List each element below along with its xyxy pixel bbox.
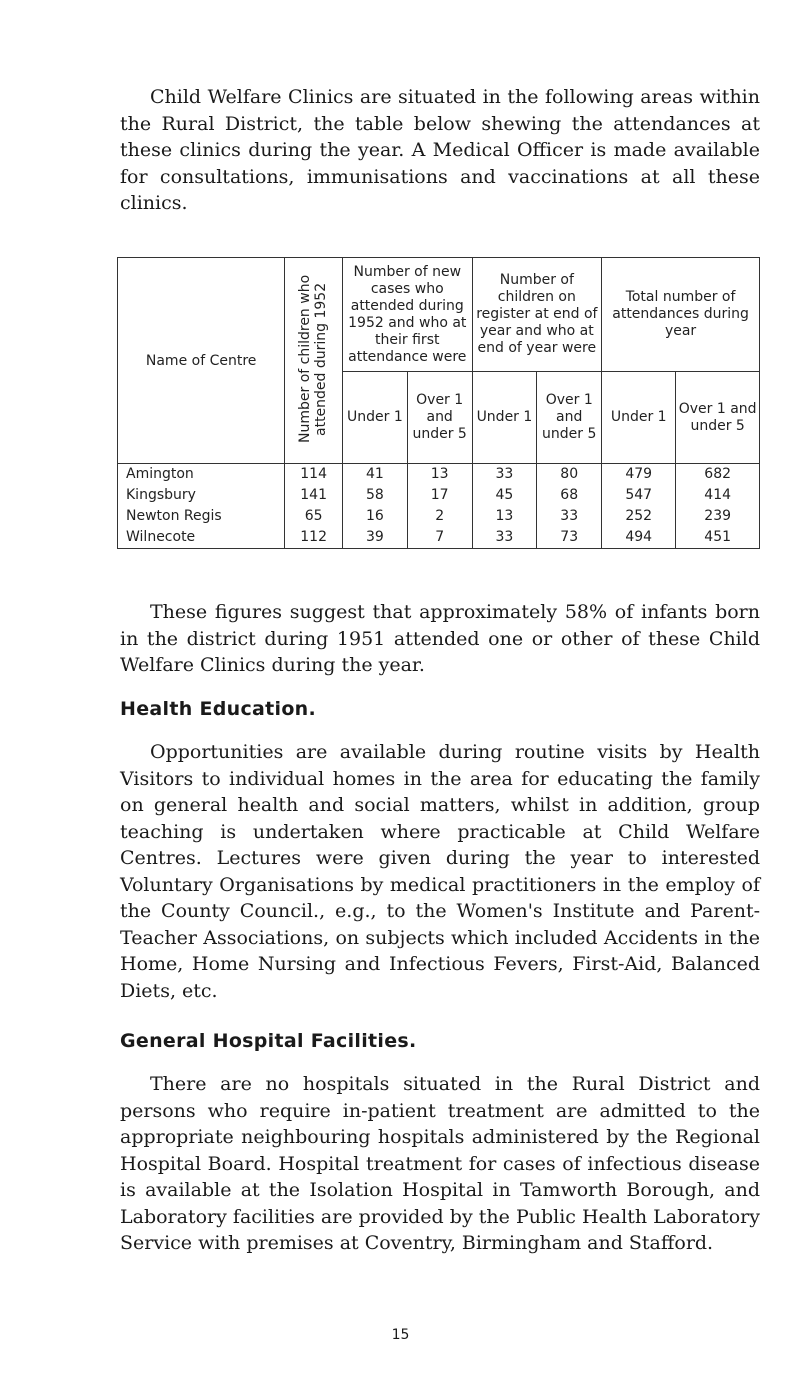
- new-under-1: 39: [342, 527, 407, 549]
- health-education-paragraph: [120, 739, 760, 1004]
- new-under-1: 41: [342, 464, 407, 486]
- register-over-1: 68: [537, 485, 602, 506]
- figures-paragraph: [120, 599, 760, 679]
- table-row: [118, 527, 760, 549]
- new-over-1: 2: [407, 506, 472, 527]
- register-under-1: 33: [472, 464, 537, 486]
- health-education-text: Opportunities are available during routine visits by Health Visitors to individual homes in the area for educating the family on general health and social matters, whilst in addition, group teaching is undertaken where practicable at Child Welfare Centres. Lectures were given during the year to interested Voluntary Organisations by medical practitioners in the employ of the County Council., e.g., to the Women's Institute and Parent-Teacher Associations, on subjects which included Accidents in the Home, Home Nursing and Infectious Fevers, First-Aid, Balanced Diets, etc.: [120, 741, 760, 1002]
- table-row: [118, 464, 760, 486]
- total-under-1: 252: [602, 506, 676, 527]
- subheader-under-1: Under 1: [602, 372, 676, 464]
- register-over-1: 80: [537, 464, 602, 486]
- subheader-over-1-under-5: Over 1 and under 5: [407, 372, 472, 464]
- clinic-attendance-table: [117, 257, 760, 549]
- total-over-1: 414: [676, 485, 760, 506]
- children-count: 65: [285, 506, 343, 527]
- register-over-1: 33: [537, 506, 602, 527]
- page-number: 15: [391, 1327, 410, 1343]
- header-children-attended-text: Number of children who attended during 1952: [296, 274, 329, 443]
- children-count: 141: [285, 485, 343, 506]
- intro-paragraph: [120, 84, 760, 217]
- subheader-over-1-under-5: Over 1 and under 5: [537, 372, 602, 464]
- total-under-1: 494: [602, 527, 676, 549]
- total-over-1: 682: [676, 464, 760, 486]
- centre-name: Kingsbury: [118, 485, 285, 506]
- header-children-attended: [285, 258, 343, 464]
- centre-name: Wilnecote: [118, 527, 285, 549]
- header-new-cases: Number of new cases who attended during 1952 and who at their first attendance were: [342, 258, 472, 372]
- subheader-under-1: Under 1: [472, 372, 537, 464]
- register-under-1: 13: [472, 506, 537, 527]
- register-under-1: 45: [472, 485, 537, 506]
- header-name-of-centre: Name of Centre: [118, 258, 285, 464]
- centre-name: Amington: [118, 464, 285, 486]
- new-under-1: 16: [342, 506, 407, 527]
- table-row: [118, 506, 760, 527]
- subheader-over-1-under-5: Over 1 and under 5: [676, 372, 760, 464]
- health-education-heading: Health Education.: [120, 698, 317, 720]
- hospital-heading: General Hospital Facilities.: [120, 1030, 417, 1052]
- new-over-1: 7: [407, 527, 472, 549]
- new-over-1: 13: [407, 464, 472, 486]
- header-total-attendances: Total number of attendances during year: [602, 258, 760, 372]
- intro-text: Child Welfare Clinics are situated in the following areas within the Rural District, the table below shewing the attendances at these clinics during the year. A Medical Officer is made available for consultations, immunisations and vaccinations at all these clinics.: [120, 86, 760, 214]
- centre-name: Newton Regis: [118, 506, 285, 527]
- register-over-1: 73: [537, 527, 602, 549]
- total-under-1: 547: [602, 485, 676, 506]
- hospital-paragraph: [120, 1071, 760, 1257]
- table-row: [118, 485, 760, 506]
- register-under-1: 33: [472, 527, 537, 549]
- total-over-1: 239: [676, 506, 760, 527]
- total-under-1: 479: [602, 464, 676, 486]
- hospital-text: There are no hospitals situated in the Rural District and persons who require in-patient treatment are admitted to the appropriate neighbouring hospitals administered by the Regional Hospital Board. Hospital treatment for cases of infectious disease is available at the Isolation Hospital in Tamworth Borough, and Laboratory facilities are provided by the Public Health Laboratory Service with premises at Coventry, Birmingham and Stafford.: [120, 1073, 760, 1254]
- header-register: Number of children on register at end of year and who at end of year were: [472, 258, 602, 372]
- subheader-under-1: Under 1: [342, 372, 407, 464]
- children-count: 112: [285, 527, 343, 549]
- new-over-1: 17: [407, 485, 472, 506]
- figures-text: These figures suggest that approximately 58% of infants born in the district during 1951 attended one or other of these Child Welfare Clinics during the year.: [120, 601, 760, 676]
- total-over-1: 451: [676, 527, 760, 549]
- children-count: 114: [285, 464, 343, 486]
- new-under-1: 58: [342, 485, 407, 506]
